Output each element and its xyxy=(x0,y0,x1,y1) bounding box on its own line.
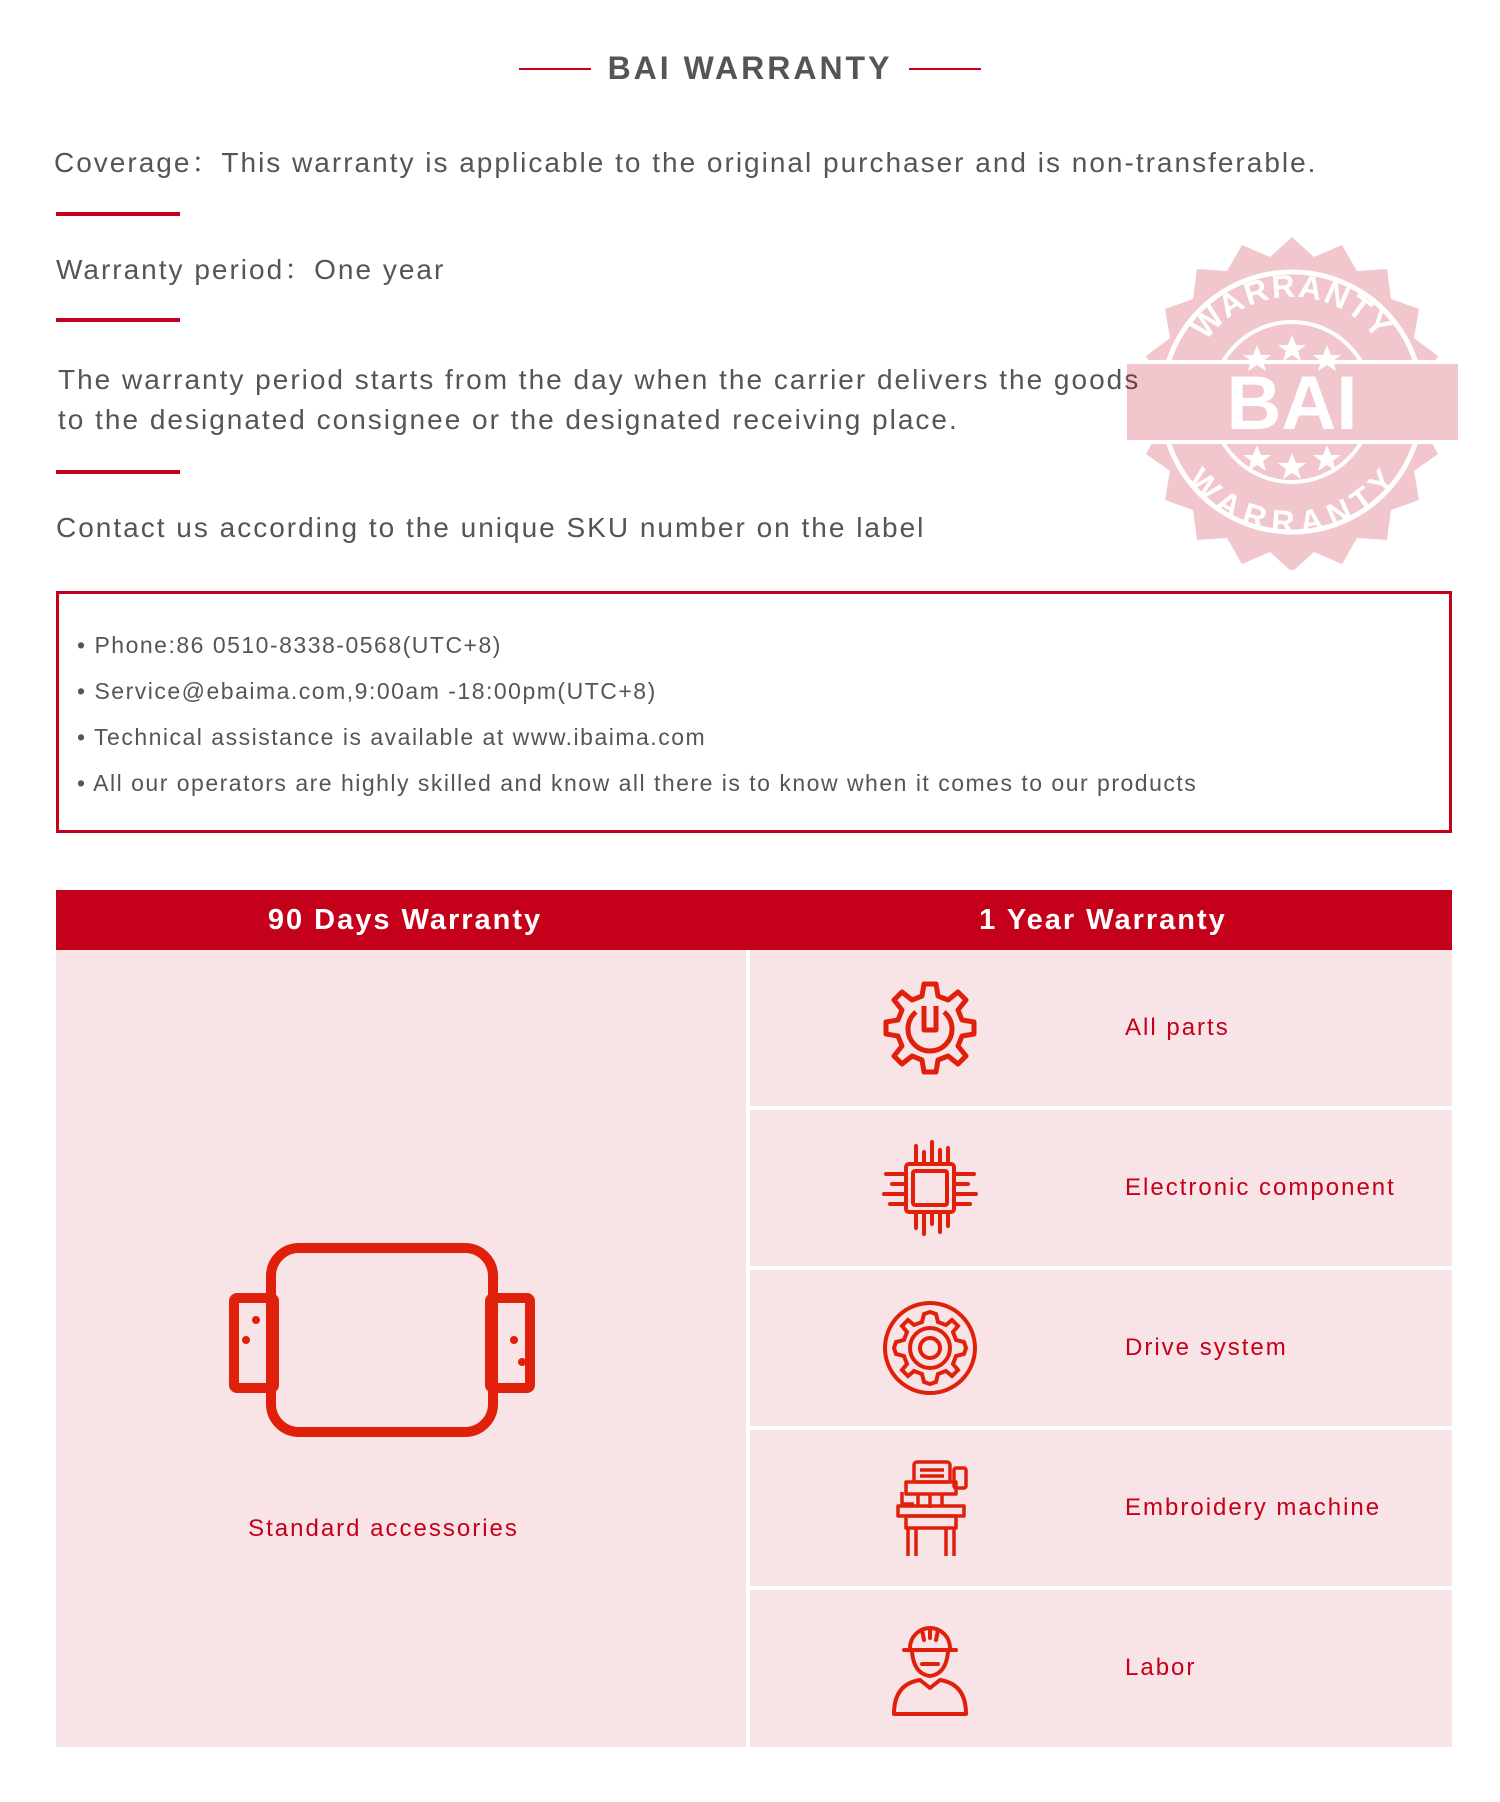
standard-accessories-label: Standard accessories xyxy=(248,1515,519,1542)
coverage-text: Coverage：This warranty is applicable to the original purchaser and is non-transferable. xyxy=(54,147,1318,178)
warranty-start-line-2: to the designated consignee or the designated receiving place. xyxy=(58,404,959,435)
divider xyxy=(56,318,180,322)
warranty-period-text: Warranty period：One year xyxy=(56,254,446,285)
warranty-row xyxy=(750,1430,1452,1586)
divider xyxy=(56,212,180,216)
contact-list xyxy=(77,622,1449,806)
contact-phone: • Phone:86 0510-8338-0568(UTC+8) xyxy=(77,632,502,658)
warranty-row xyxy=(750,1270,1452,1426)
warranty-row xyxy=(750,1590,1452,1747)
drive-wheel-icon xyxy=(880,1298,980,1398)
divider xyxy=(56,470,180,474)
stamp-bottom-text: WARRANTY xyxy=(1181,460,1404,541)
warranty-start-line-1: The warranty period starts from the day when the carrier delivers the goods xyxy=(58,364,1141,395)
labor-label: Labor xyxy=(1125,1654,1197,1681)
warranty-table-header xyxy=(56,890,1452,950)
embroidery-machine-icon xyxy=(880,1458,980,1558)
contact-intro-text: Contact us according to the unique SKU number on the label xyxy=(56,512,926,543)
contact-box xyxy=(56,591,1452,833)
header-1-year: 1 Year Warranty xyxy=(979,904,1227,936)
warranty-start-text xyxy=(58,360,1140,440)
one-year-column xyxy=(750,950,1452,1747)
header-line-left xyxy=(519,68,591,70)
header-90-days: 90 Days Warranty xyxy=(267,904,543,936)
embroidery-machine-label: Embroidery machine xyxy=(1125,1494,1382,1521)
page-title: BAI WARRANTY xyxy=(607,50,893,86)
page-header xyxy=(0,50,1500,87)
warranty-table xyxy=(56,890,1452,1747)
warranty-row xyxy=(750,1110,1452,1266)
contact-website: • Technical assistance is available at www.ibaima.com xyxy=(77,724,707,750)
warranty-table-body xyxy=(56,950,1452,1747)
drive-system-label: Drive system xyxy=(1125,1334,1288,1361)
header-line-right xyxy=(909,68,981,70)
warranty-row xyxy=(750,950,1452,1106)
worker-icon xyxy=(880,1618,980,1718)
stamp-top-text: WARRANTY xyxy=(1184,267,1401,346)
electronic-component-label: Electronic component xyxy=(1125,1174,1396,1201)
ninety-days-cell xyxy=(56,950,746,1747)
gear-wrench-icon xyxy=(880,978,980,1078)
contact-operators: • All our operators are highly skilled and know all there is to know when it comes to our products xyxy=(77,770,1198,796)
contact-email: • Service@ebaima.com,9:00am -18:00pm(UTC+8) xyxy=(77,678,657,704)
all-parts-label: All parts xyxy=(1125,1014,1230,1041)
warranty-stamp-icon xyxy=(1125,235,1460,570)
stamp-center-text: BAI xyxy=(1226,361,1358,446)
chip-icon xyxy=(880,1138,980,1238)
accessory-bracket-icon xyxy=(226,1240,546,1440)
